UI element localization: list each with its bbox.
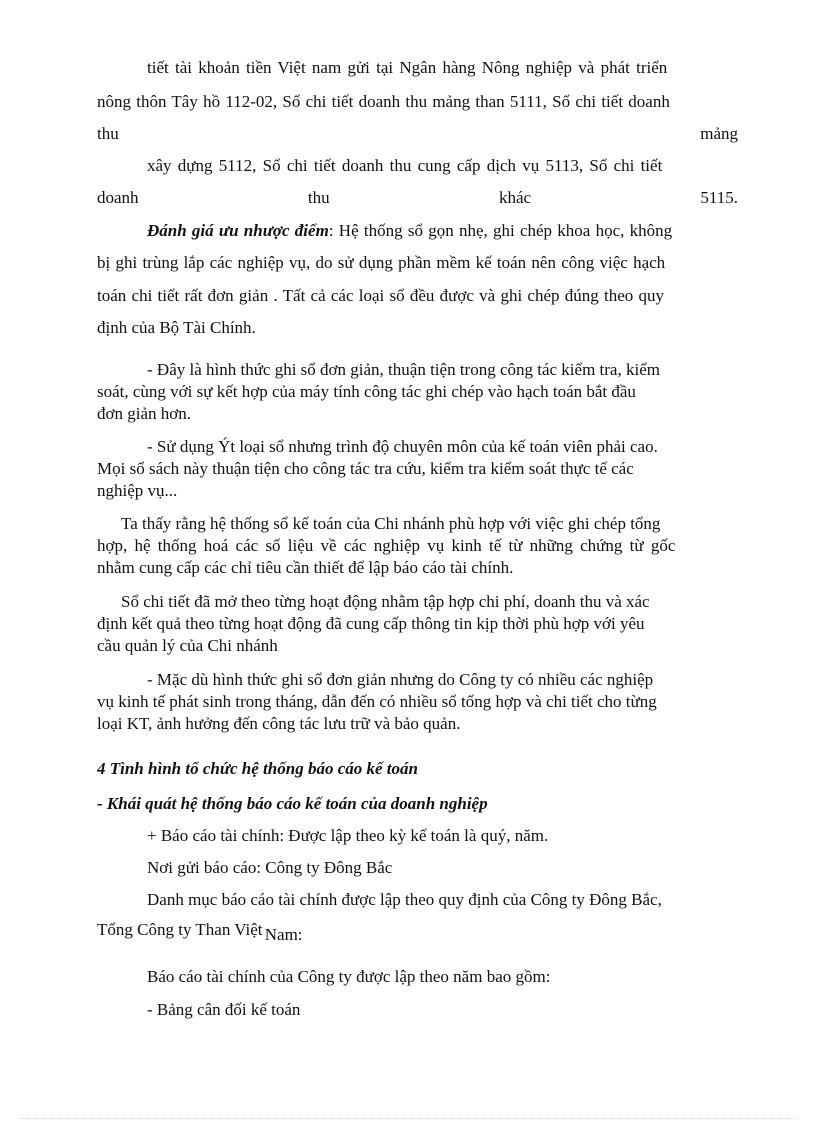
paragraph-line: toán chi tiết rất đơn giản . Tất cả các loại sổ đều được và ghi chép đúng theo quy	[97, 286, 665, 305]
evaluation-label: Đánh giá ưu nhược điểm	[147, 221, 329, 240]
paragraph-line: - Bảng cân đối kế toán	[147, 1000, 301, 1019]
evaluation-text: : Hệ thống sổ gọn nhẹ, ghi chép khoa học, không	[328, 221, 673, 240]
word: thu	[307, 188, 330, 207]
list-line: soát, cùng với sự kết hợp của máy tính công tác ghi chép vào hạch toán bắt đầu	[97, 382, 636, 401]
paragraph-line: xây dựng 5112, Sổ chi tiết doanh thu cung cấp dịch vụ 5113, Sổ chi tiết	[147, 156, 663, 175]
paragraph-line	[97, 920, 305, 944]
list-line: Mọi sổ sách này thuận tiện cho công tác tra cứu, kiểm tra kiểm soát thực tế các	[97, 459, 634, 478]
list-line: nghiệp vụ...	[97, 481, 178, 500]
paragraph-line: + Báo cáo tài chính: Được lập theo kỳ kế toán là quý, năm.	[147, 826, 549, 845]
paragraph-line: bị ghi trùng lắp các nghiệp vụ, do sử dụng phần mềm kế toán nên công việc hạch	[97, 253, 666, 272]
paragraph-line: Báo cáo tài chính của Công ty được lập theo năm bao gồm:	[147, 967, 551, 986]
text-run: Tổng Công ty Than Việt	[97, 920, 263, 939]
paragraph-line: cầu quản lý của Chi nhánh	[97, 636, 278, 655]
word: khác	[498, 188, 532, 207]
paragraph-line: tiết tài khoản tiền Việt nam gửi tại Ngân hàng Nông nghiệp và phát triển	[147, 58, 668, 77]
list-line: vụ kinh tế phát sinh trong tháng, dẫn đến có nhiều sổ tổng hợp và chi tiết cho từng	[97, 692, 657, 711]
list-line: đơn giản hơn.	[97, 404, 191, 423]
paragraph-line: Sổ chi tiết đã mở theo từng hoạt động nhằm tập hợp chi phí, doanh thu và xác	[121, 592, 650, 611]
list-line: loại KT, ảnh hưởng đến công tác lưu trữ và bảo quản.	[97, 714, 461, 733]
word: thu	[97, 124, 119, 143]
paragraph-line	[97, 188, 738, 208]
paragraph-line: nông thôn Tây hồ 112-02, Sổ chi tiết doanh thu mảng than 5111, Sổ chi tiết doanh	[97, 92, 670, 111]
paragraph-line	[147, 221, 672, 241]
list-line: - Đây là hình thức ghi sổ đơn giản, thuận tiện trong công tác kiểm tra, kiểm	[147, 360, 660, 379]
list-line: - Mặc dù hình thức ghi sổ đơn giản nhưng do Công ty có nhiều các nghiệp	[147, 670, 654, 689]
paragraph-line: hợp, hệ thống hoá các số liệu về các nghiệp vụ kinh tế từ những chứng từ gốc	[97, 536, 676, 555]
word: 5115.	[700, 188, 738, 207]
paragraph-line: định của Bộ Tài Chính.	[97, 318, 256, 337]
text-run: Nam:	[264, 925, 303, 944]
section-heading: 4 Tình hình tổ chức hệ thống báo cáo kế toán	[97, 759, 418, 778]
paragraph-line: Nơi gửi báo cáo: Công ty Đông Bắc	[147, 858, 393, 877]
paragraph-line	[97, 124, 738, 144]
paragraph-line: định kết quả theo từng hoạt động đã cung cấp thông tin kịp thời phù hợp với yêu	[97, 614, 645, 633]
page-bottom-divider	[20, 1118, 796, 1119]
paragraph-line: nhằm cung cấp các chỉ tiêu cần thiết để lập báo cáo tài chính.	[97, 558, 514, 577]
section-subheading: - Khái quát hệ thống báo cáo kế toán của doanh nghiệp	[97, 794, 488, 813]
word: doanh	[97, 188, 139, 207]
list-line: - Sử dụng Ýt loại sổ nhưng trình độ chuyên môn của kế toán viên phải cao.	[147, 437, 658, 456]
paragraph-line: Danh mục báo cáo tài chính được lập theo quy định của Công ty Đông Bắc,	[147, 890, 662, 909]
paragraph-line: Ta thấy rằng hệ thống sổ kế toán của Chi nhánh phù hợp với việc ghi chép tổng	[121, 514, 661, 533]
word: mảng	[700, 124, 738, 143]
